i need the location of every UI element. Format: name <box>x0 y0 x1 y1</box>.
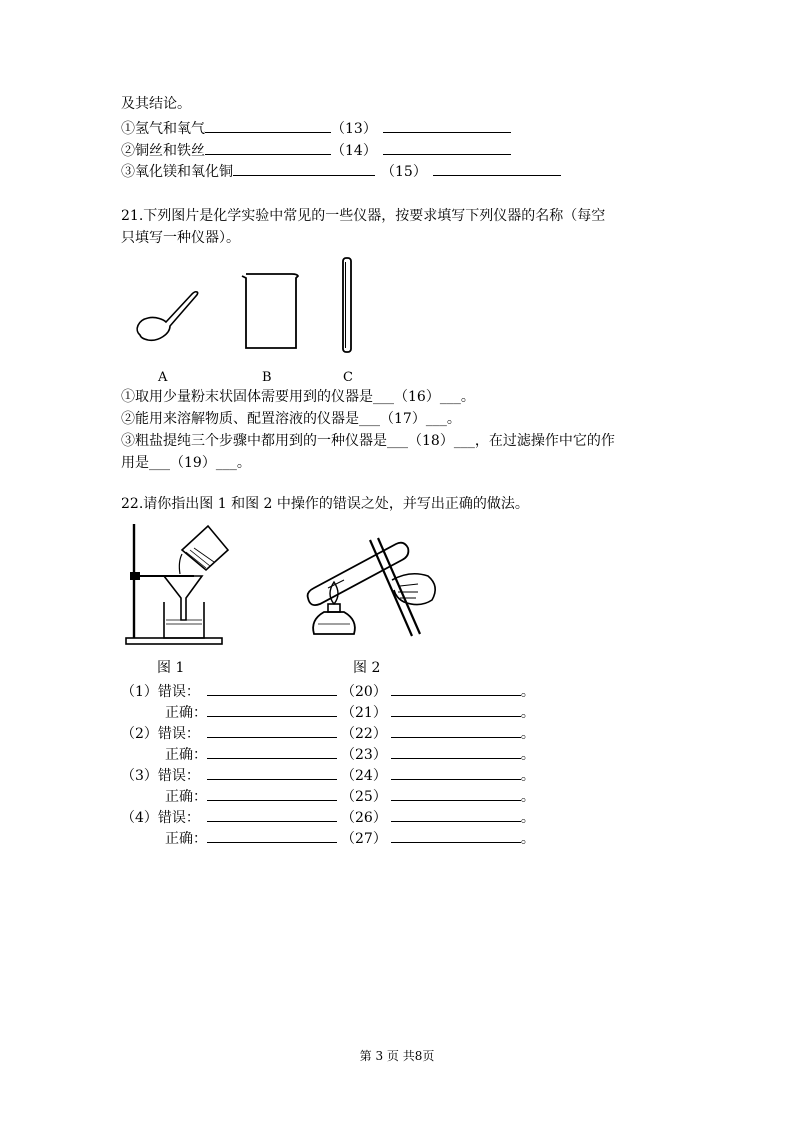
row-num: （20） <box>341 684 387 700</box>
answer-blank[interactable] <box>207 765 337 780</box>
row-prefix: （3）错误： <box>121 768 200 784</box>
row-num: （27） <box>341 831 387 847</box>
row-prefix: 正确： <box>165 831 207 847</box>
q22-row <box>121 807 535 828</box>
row-num: （23） <box>341 747 387 763</box>
glass-rod-icon <box>338 256 358 356</box>
spoon-icon <box>130 280 210 350</box>
answer-blank[interactable] <box>391 702 521 717</box>
q21-item-2: ②能用来溶解物质、配置溶液的仪器是___（17）___。 <box>121 411 461 427</box>
row-prefix: （2）错误： <box>121 726 200 742</box>
answer-blank[interactable] <box>433 161 561 176</box>
label-b: B <box>262 370 272 385</box>
q21-item-1: ①取用少量粉末状固体需要用到的仪器是___（16）___。 <box>121 389 475 405</box>
intro-tail: 及其结论。 <box>121 96 191 112</box>
q22-row <box>121 828 535 849</box>
row-prefix: （1）错误： <box>121 684 200 700</box>
answer-blank[interactable] <box>205 140 331 155</box>
answer-blank[interactable] <box>391 744 521 759</box>
answer-blank[interactable] <box>207 723 337 738</box>
q20-item-num: （14） <box>331 143 377 159</box>
q21-stem-line1: 21.下列图片是化学实验中常见的一些仪器，按要求填写下列仪器的名称（每空 <box>121 208 606 224</box>
q22-row <box>121 702 535 723</box>
answer-blank[interactable] <box>207 828 337 843</box>
label-a: A <box>158 370 168 385</box>
label-c: C <box>343 370 353 385</box>
row-end: 。 <box>520 831 535 847</box>
row-num: （22） <box>341 726 387 742</box>
answer-blank[interactable] <box>233 161 375 176</box>
answer-blank[interactable] <box>207 744 337 759</box>
q22-row <box>121 786 535 807</box>
q20-item-label: ②铜丝和铁丝 <box>121 143 205 159</box>
answer-blank[interactable] <box>391 723 521 738</box>
figure-1-label: 图 1 <box>157 660 185 676</box>
q22-row <box>121 681 535 702</box>
row-end: 。 <box>520 705 535 721</box>
answer-blank[interactable] <box>391 807 521 822</box>
q21-item-4: 用是___（19）___。 <box>121 455 251 471</box>
q20-item-1 <box>121 118 511 139</box>
q21-stem-line2: 只填写一种仪器）。 <box>121 230 240 246</box>
answer-blank[interactable] <box>207 681 337 696</box>
q20-item-label: ①氢气和氧气 <box>121 121 205 137</box>
q20-item-num: （15） <box>381 164 427 180</box>
row-end: 。 <box>520 747 535 763</box>
row-num: （25） <box>341 789 387 805</box>
row-end: 。 <box>520 810 535 826</box>
answer-blank[interactable] <box>391 681 521 696</box>
row-end: 。 <box>520 768 535 784</box>
figure-2-label: 图 2 <box>353 660 381 676</box>
q20-item-2 <box>121 140 511 161</box>
q22-stem: 22.请你指出图 1 和图 2 中操作的错误之处，并写出正确的做法。 <box>121 496 529 512</box>
answer-blank[interactable] <box>391 828 521 843</box>
row-end: 。 <box>520 789 535 805</box>
row-prefix: 正确： <box>165 789 207 805</box>
answer-blank[interactable] <box>383 118 511 133</box>
row-prefix: 正确： <box>165 705 207 721</box>
answer-blank[interactable] <box>391 786 521 801</box>
answer-blank[interactable] <box>205 118 331 133</box>
answer-blank[interactable] <box>383 140 511 155</box>
row-prefix: （4）错误： <box>121 810 200 826</box>
q22-row <box>121 744 535 765</box>
row-num: （21） <box>341 705 387 721</box>
q20-item-num: （13） <box>331 121 377 137</box>
answer-blank[interactable] <box>207 807 337 822</box>
filtration-figure <box>124 520 234 648</box>
beaker-icon <box>240 272 300 354</box>
answer-blank[interactable] <box>391 765 521 780</box>
answer-blank[interactable] <box>207 786 337 801</box>
heating-test-tube-figure <box>300 536 450 646</box>
q22-row <box>121 765 535 786</box>
row-num: （24） <box>341 768 387 784</box>
row-num: （26） <box>341 810 387 826</box>
q22-row <box>121 723 535 744</box>
q20-item-label: ③氧化镁和氧化铜 <box>121 164 233 180</box>
row-prefix: 正确： <box>165 747 207 763</box>
row-end: 。 <box>520 684 535 700</box>
answer-blank[interactable] <box>207 702 337 717</box>
row-end: 。 <box>520 726 535 742</box>
q21-item-3: ③粗盐提纯三个步骤中都用到的一种仪器是___（18）___，在过滤操作中它的作 <box>121 433 615 449</box>
page-number: 第 3 页 共8页 <box>359 1049 435 1063</box>
q20-item-3 <box>121 161 561 182</box>
